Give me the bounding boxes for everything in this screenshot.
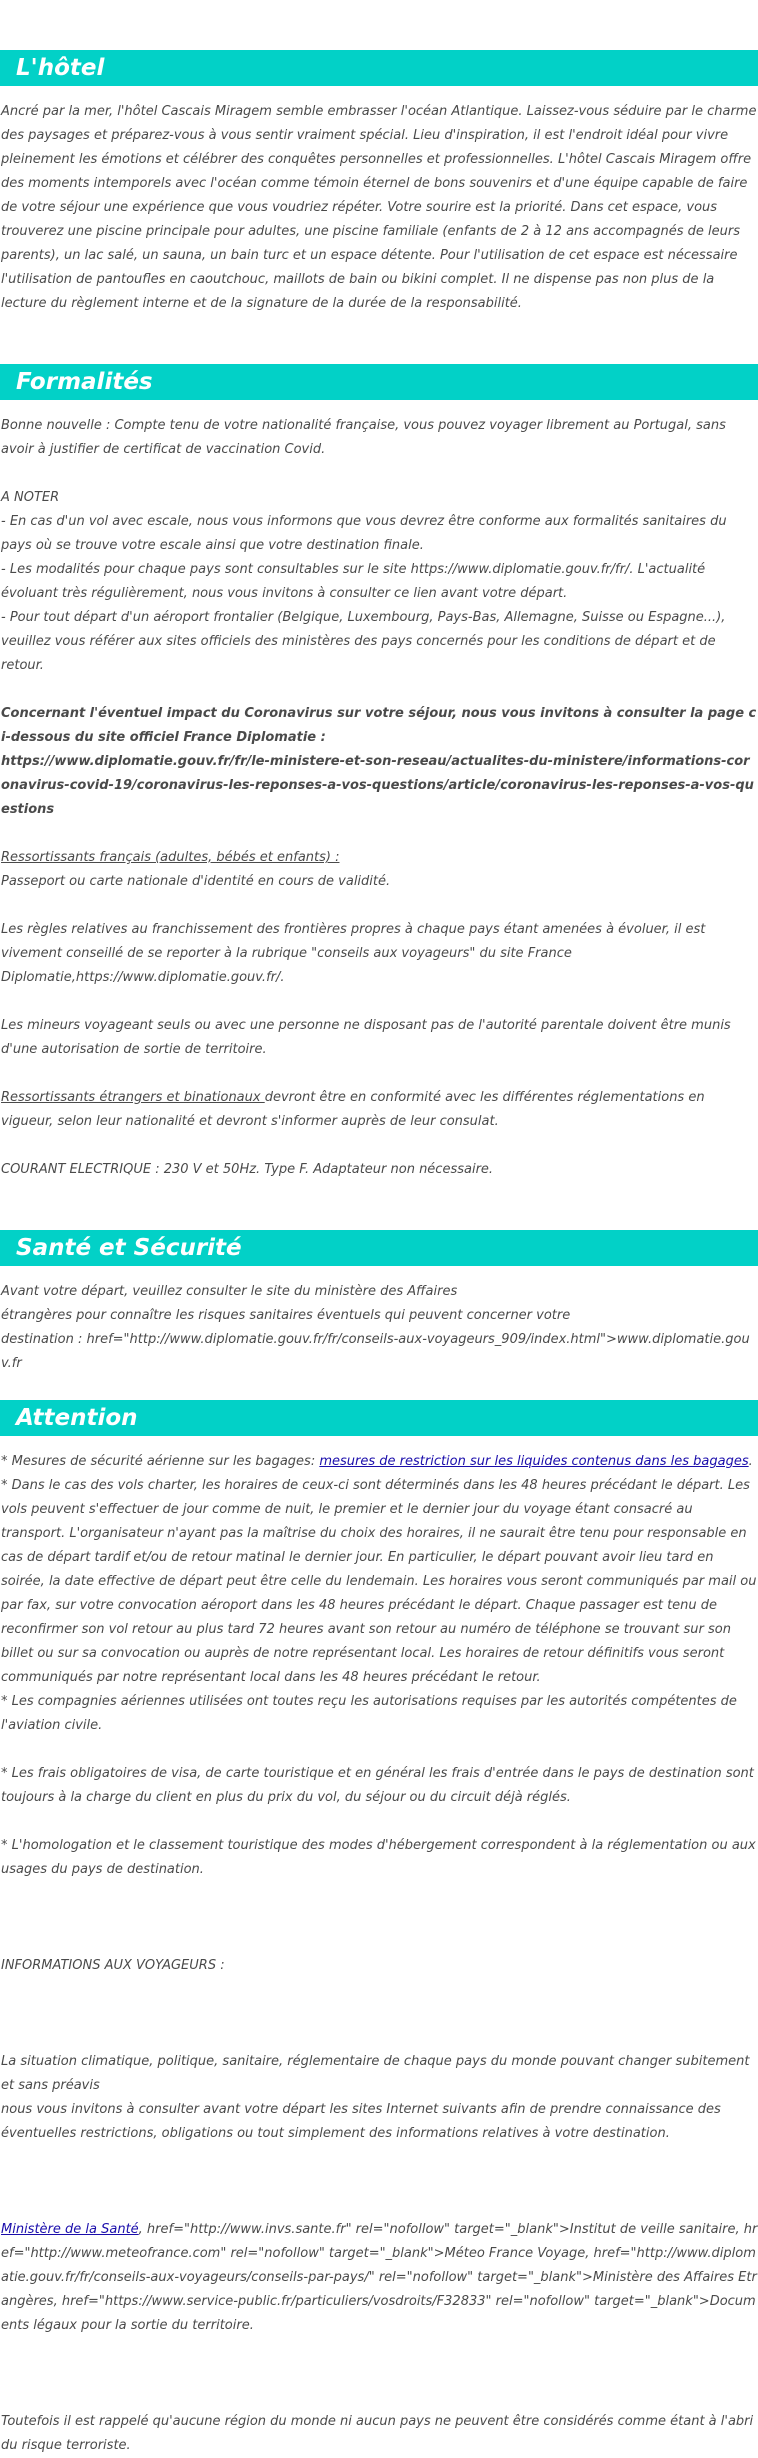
attention-infos-voyageurs: INFORMATIONS AUX VOYAGEURS :	[1, 1958, 225, 1973]
section-heading-hotel: L'hôtel	[0, 50, 758, 86]
formalites-ressortissants-text: Passeport ou carte nationale d'identité en cours de validité.	[1, 874, 391, 889]
attention-frais: * Les frais obligatoires de visa, de carte touristique et en général les frais d'entrée dans le pays de destination sont toujours à la charge du client en plus du prix du vol, du séjour ou du circuit déjà réglés.	[1, 1766, 754, 1805]
ressortissants-etrangers-text: devront être en conformité avec les différentes réglementations en vigueur, selon leur nationalité et devront s'informer auprès de leur consulat.	[1, 1090, 705, 1129]
section-heading-formalites: Formalités	[0, 364, 758, 400]
ministere-sante-link[interactable]: Ministère de la Santé	[1, 2222, 139, 2237]
sante-text: Avant votre départ, veuillez consulter le site du ministère des Affaires étrangères pour connaître les risques sanitaires éventuels qui peuvent concerner votre destination : href="http://www.diplomatie.gouv.fr/fr/conseils-aux-voyageurs_909/index.html">www.diplomatie.gouv.fr	[1, 1284, 750, 1371]
attention-terrorisme: Toutefois il est rappelé qu'aucune région du monde ni aucun pays ne peuvent être considérés comme étant à l'abri du risque terroriste.	[1, 2414, 754, 2453]
bagages-prefix: * Mesures de sécurité aérienne sur les bagages:	[1, 1454, 320, 1469]
formalites-etrangers	[0, 1086, 758, 1134]
hotel-description: Ancré par la mer, l'hôtel Cascais Miragem semble embrasser l'océan Atlantique. Laissez-vous séduire par le charme des paysages et préparez-vous à vous sentir vraiment spécial. Lieu d'inspiration, il est l'endroit idéal pour vivre pleinement les émotions et célébrer des conquêtes personnelles et professionnelles. L'hôtel Cascais Miragem offre des moments intemporels avec l'océan comme témoin éternel de bons souvenirs et d'une équipe capable de faire de votre séjour une expérience que vous voudriez répéter. Votre sourire est la priorité. Dans cet espace, vous trouverez une piscine principale pour adultes, une piscine familiale (enfants de 2 à 12 ans accompagnés de leurs parents), un lac salé, un sauna, un bain turc et un espace détente. Pour l'utilisation de cet espace est nécessaire l'utilisation de pantoufles en caoutchouc, maillots de bain ou bikini complet. Il ne dispense pas non plus de la lecture du règlement interne et de la signature de la durée de la responsabilité.	[1, 104, 757, 311]
bagages-restriction-link[interactable]: mesures de restriction sur les liquides contenus dans les bagages	[319, 1454, 749, 1469]
attention-situation: La situation climatique, politique, sanitaire, réglementaire de chaque pays du monde pouvant changer subitement et sans préavis nous vous invitons à consulter avant votre départ les sites Internet suivants afin de prendre connaissance des éventuelles restrictions, obligations ou tout simplement des informations relatives à votre destination.	[1, 2054, 750, 2141]
section-heading-attention: Attention	[0, 1400, 758, 1436]
sites-list-text: , href="http://www.invs.sante.fr" rel="nofollow" target="_blank">Institut de veille sanitaire, href="http://www.meteofrance.com" rel="nofollow" target="_blank">Méteo France Voyage, href="http://www.diplomatie.gouv.fr/fr/conseils-aux-voyageurs/conseils-par-pays/" rel="nofollow" target="_blank">Ministère des Affaires Etrangères, href="https://www.service-public.fr/particuliers/vosdroits/F32833" rel="nofollow" target="_blank">Documents légaux pour la sortie du territoire.	[1, 2222, 758, 2333]
attention-compagnies: * Les compagnies aériennes utilisées ont toutes reçu les autorisations requises par les autorités compétentes de l'aviation civile.	[1, 1694, 737, 1733]
section-heading-sante: Santé et Sécurité	[0, 1230, 758, 1266]
ressortissants-etrangers-label: Ressortissants étrangers et binationaux	[1, 1090, 265, 1105]
formalites-intro: Bonne nouvelle : Compte tenu de votre nationalité française, vous pouvez voyager librement au Portugal, sans avoir à justifier de certificat de vaccination Covid.	[1, 418, 726, 457]
attention-bagages	[0, 1450, 758, 1474]
attention-homologation: * L'homologation et le classement touristique des modes d'hébergement correspondent à la réglementation ou aux usages du pays de destination.	[1, 1838, 756, 1877]
formalites-coronavirus: Concernant l'éventuel impact du Coronavirus sur votre séjour, nous vous invitons à consulter la page ci-dessous du site officiel France Diplomatie : https://www.diplomatie.gouv.fr/fr/le-ministere-et-son-reseau/actualites-du-ministere/informations-coronavirus-covid-19/coronavirus-les-reponses-a-vos-questions/article/coronavirus-les-reponses-a-vos-questions	[1, 706, 757, 817]
formalites-a-noter: A NOTER - En cas d'un vol avec escale, nous vous informons que vous devrez être conforme aux formalités sanitaires du pays où se trouve votre escale ainsi que votre destination finale. - Les modalités pour chaque pays sont consultables sur le site https://www.diplomatie.gouv.fr/fr/. L'actualité évoluant très régulièrement, nous vous invitons à consulter ce lien avant votre départ. - Pour tout départ d'un aéroport frontalier (Belgique, Luxembourg, Pays-Bas, Allemagne, Suisse ou Espagne...), veuillez vous référer aux sites officiels des ministères des pays concernés pour les conditions de départ et de retour.	[1, 490, 727, 673]
ressortissants-francais-label: Ressortissants français (adultes, bébés et enfants) :	[1, 850, 340, 865]
attention-charter: * Dans le cas des vols charter, les horaires de ceux-ci sont déterminés dans les 48 heures précédant le départ. Les vols peuvent s'effectuer de jour comme de nuit, le premier et le dernier jour du voyage étant consacré au transport. L'organisateur n'ayant pas la maîtrise du choix des horaires, il ne saurait être tenu pour responsable en cas de départ tardif et/ou de retour matinal le dernier jour. En particulier, le départ pouvant avoir lieu tard en soirée, la date effective de départ peut être celle du lendemain. Les horaires vous seront communiqués par mail ou par fax, sur votre convocation aéroport dans les 48 heures précédant le départ. Chaque passager est tenu de reconfirmer son vol retour au plus tard 72 heures avant son retour au numéro de téléphone se trouvant sur son billet ou sur sa convocation ou auprès de notre représentant local. Les horaires de retour définitifs vous seront communiqués par notre représentant local dans les 48 heures précédant le retour.	[1, 1478, 757, 1685]
formalites-courant-electrique: COURANT ELECTRIQUE : 230 V et 50Hz. Type F. Adaptateur non nécessaire.	[1, 1162, 494, 1177]
bagages-suffix: .	[748, 1454, 753, 1469]
formalites-regles: Les règles relatives au franchissement des frontières propres à chaque pays étant amenées à évoluer, il est vivement conseillé de se reporter à la rubrique "conseils aux voyageurs" du site France Diplomatie,https://www.diplomatie.gouv.fr/.	[1, 922, 706, 985]
formalites-mineurs: Les mineurs voyageant seuls ou avec une personne ne disposant pas de l'autorité parentale doivent être munis d'une autorisation de sortie de territoire.	[1, 1018, 731, 1057]
attention-sites	[0, 2218, 758, 2338]
formalites-ressortissants-label	[0, 846, 758, 870]
